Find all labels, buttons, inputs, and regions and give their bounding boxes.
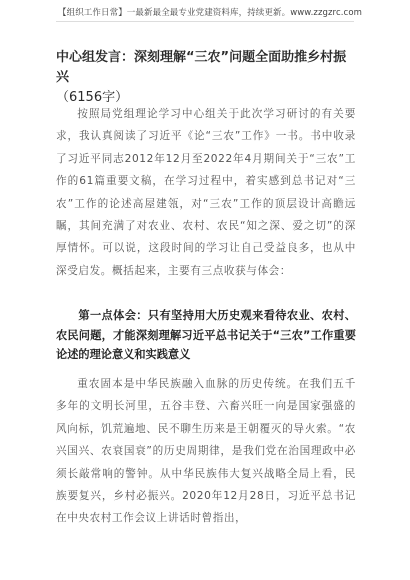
body-paragraph: 重农固本是中华民族融入血脉的历史传统。在我们五千多年的文明长河里，五谷丰登、六畜兴旺一向是国家强盛的风向标，饥荒遍地、民不聊生历来是王朝覆灭的导火索。“农兴国兴、农衰国衰”的历史周期律，是我们党在治国理政中必须长敲常响的警钟。从中华民族伟大复兴战略全局上看，民族要复兴，乡村必振兴。2020年12月28日，习近平总书记在中央农村工作会议上讲话时曾指出， [56, 378, 356, 525]
intro-paragraph: 按照局党组理论学习中心组关于此次学习研讨的有关要求，我认真阅读了习近平《论“三农”工作》一书。书中收录了习近平同志2012年12月至2022年4月期间关于“三农”工作的61篇重要文稿，在学习过程中，着实感到总书记对“三农”工作的论述高屋建瓴，对“三农”工作的顶层设计高瞻远瞩，其间充满了对农业、农村、农民“知之深、爱之切”的深厚情怀。可以说，这段时间的学习让自己受益良多，也从中深受启发。概括起来，主要有三点收获与体会： [56, 108, 356, 277]
header-divider [56, 21, 354, 22]
word-count: （6156字） [56, 90, 129, 105]
document-title [56, 48, 356, 108]
site-header-banner: 【组织工作日常】一最新最全最专业党建资料库，持续更新。www.zzgzrc.com [58, 8, 362, 18]
title-text: 中心组发言：深刻理解“三农”问题全面助推乡村振兴 [56, 50, 347, 85]
section-heading: 第一点体会：只有坚持用大历史观来看待农业、农村、农民问题，才能深刻理解习近平总书记关于“三农”工作重要论述的理论意义和实践意义 [56, 309, 356, 361]
